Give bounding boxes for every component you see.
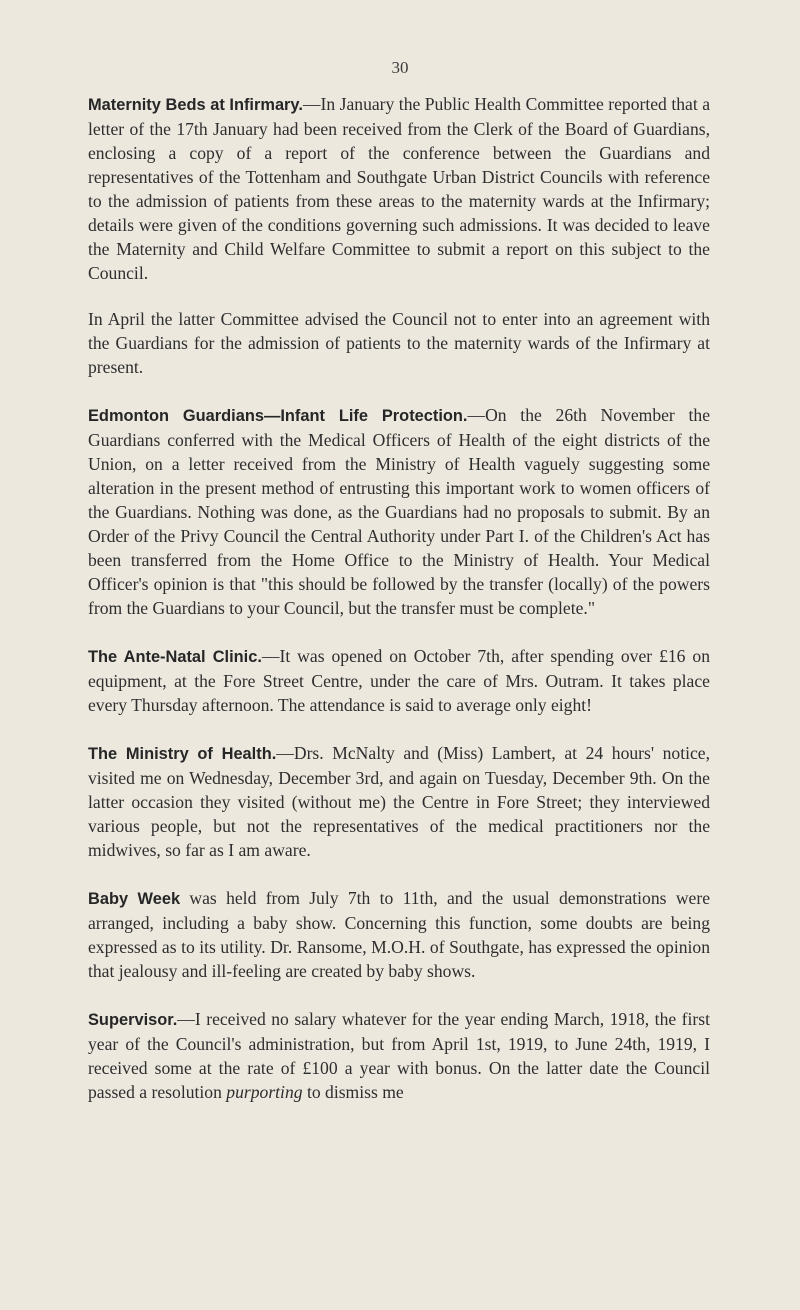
heading-supervisor: Supervisor. <box>88 1011 178 1029</box>
paragraph-edmonton-guardians <box>88 403 710 620</box>
text-maternity-beds: —In January the Public Health Committee reported that a letter of the 17th January had been received from the Clerk of the Board of Guardians, enclosing a copy of a report of the conference between the Guardians and representatives of the Tottenham and Southgate Urban District Councils with reference to the admission of patients from these areas to the maternity wards at the Infirmary; details were given of the conditions governing such admissions. It was decided to leave the Maternity and Child Welfare Committee to submit a report on this subject to the Council. <box>88 94 710 283</box>
paragraph-ministry-of-health <box>88 741 710 862</box>
heading-ministry-of-health: The Ministry of Health. <box>88 745 277 763</box>
text-maternity-followup: In April the latter Committee advised the Council not to enter into an agreement with the Guardians for the admission of patients to the maternity wards of the Infirmary at present. <box>88 309 710 377</box>
text-supervisor-tail: to dismiss me <box>302 1082 404 1102</box>
paragraph-baby-week <box>88 886 710 983</box>
text-baby-week: was held from July 7th to 11th, and the usual demonstrations were arranged, including a baby show. Concerning this function, some doubts are being expressed as to its utility. Dr. Ransome, M.O.H. of Southgate, has expressed the opinion that jealousy and ill-feeling are created by baby shows. <box>88 888 710 981</box>
paragraph-maternity-followup <box>88 307 710 379</box>
page-number: 30 <box>391 58 409 77</box>
text-edmonton-guardians: —On the 26th November the Guardians conferred with the Medical Officers of Health of the eight districts of the Union, on a letter received from the Ministry of Health vaguely suggesting some alteration in the present method of entrusting this important work to women officers of the Guardians. Nothing was done, as the Guardians had no proposals to submit. By an Order of the Privy Council the Central Authority under Part I. of the Children's Act has been transferred from the Home Office to the Ministry of Health. Your Medical Officer's opinion is that "this should be followed by the transfer (locally) of the powers from the Guardians to your Council, but the transfer must be complete." <box>88 405 711 618</box>
heading-maternity-beds: Maternity Beds at Infirmary. <box>88 96 303 114</box>
page-body <box>88 92 710 1104</box>
heading-edmonton-guardians: Edmonton Guardians—Infant Life Protection. <box>88 407 468 425</box>
text-ministry-of-health: —Drs. McNalty and (Miss) Lambert, at 24 hours' notice, visited me on Wednesday, December 3rd, and again on Tuesday, December 9th. On the latter occasion they visited (without me) the Centre in Fore Street; they interviewed various people, but not the representatives of the medical practitioners nor the midwives, so far as I am aware. <box>88 743 710 860</box>
paragraph-supervisor <box>88 1007 710 1104</box>
text-antenatal-clinic: —It was opened on October 7th, after spending over £16 on equipment, at the Fore Street Centre, under the care of Mrs. Outram. It takes place every Thursday afternoon. The attendance is said to average only eight! <box>88 646 711 715</box>
paragraph-antenatal-clinic <box>88 644 710 717</box>
paragraph-maternity-beds <box>88 92 710 285</box>
text-supervisor-italic: purporting <box>226 1082 303 1102</box>
heading-baby-week: Baby Week <box>88 890 181 908</box>
heading-antenatal-clinic: The Ante-Natal Clinic. <box>88 648 262 666</box>
text-supervisor: —I received no salary whatever for the year ending March, 1918, the first year of the Council's administration, but from April 1st, 1919, to June 24th, 1919, I received some at the rate of £100 a year with bonus. On the latter date the Council passed a resolution <box>88 1009 710 1102</box>
